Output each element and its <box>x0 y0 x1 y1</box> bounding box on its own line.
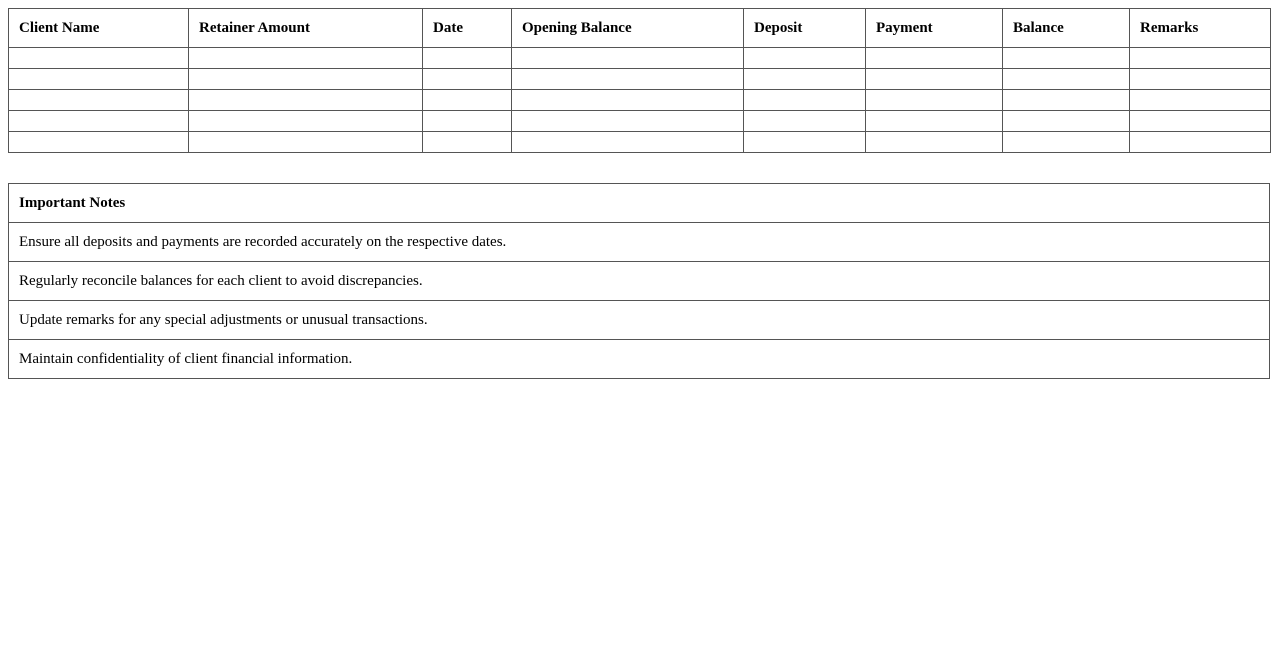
table-cell <box>1130 69 1271 90</box>
column-header-date: Date <box>423 9 512 48</box>
notes-item-row <box>9 223 1270 262</box>
table-cell <box>423 48 512 69</box>
table-cell <box>866 132 1003 153</box>
notes-item-row <box>9 301 1270 340</box>
table-cell <box>512 90 744 111</box>
table-cell <box>189 90 423 111</box>
table-cell <box>189 69 423 90</box>
table-cell <box>1003 132 1130 153</box>
table-cell <box>423 111 512 132</box>
table-cell <box>866 48 1003 69</box>
table-cell <box>9 132 189 153</box>
table-cell <box>189 111 423 132</box>
table-cell <box>1003 111 1130 132</box>
notes-item: Ensure all deposits and payments are recorded accurately on the respective dates. <box>9 223 1270 262</box>
table-cell <box>744 48 866 69</box>
notes-item: Update remarks for any special adjustments or unusual transactions. <box>9 301 1270 340</box>
table-cell <box>512 111 744 132</box>
table-cell <box>1003 48 1130 69</box>
table-cell <box>866 90 1003 111</box>
table-cell <box>423 132 512 153</box>
retainer-ledger-table <box>8 8 1271 153</box>
table-cell <box>744 132 866 153</box>
important-notes-table <box>8 183 1270 379</box>
notes-title-row <box>9 184 1270 223</box>
document-body <box>8 8 1270 379</box>
table-cell <box>1130 48 1271 69</box>
table-cell <box>9 69 189 90</box>
table-cell <box>1003 90 1130 111</box>
table-row <box>9 69 1271 90</box>
table-cell <box>744 69 866 90</box>
column-header-balance: Balance <box>1003 9 1130 48</box>
table-cell <box>1130 90 1271 111</box>
table-cell <box>423 90 512 111</box>
table-cell <box>512 48 744 69</box>
table-header-row <box>9 9 1271 48</box>
column-header-deposit: Deposit <box>744 9 866 48</box>
table-cell <box>1003 69 1130 90</box>
table-cell <box>189 132 423 153</box>
notes-item: Regularly reconcile balances for each client to avoid discrepancies. <box>9 262 1270 301</box>
table-cell <box>1130 132 1271 153</box>
table-row <box>9 132 1271 153</box>
table-row <box>9 90 1271 111</box>
column-header-payment: Payment <box>866 9 1003 48</box>
table-cell <box>866 69 1003 90</box>
table-cell <box>9 48 189 69</box>
table-cell <box>744 90 866 111</box>
table-cell <box>423 69 512 90</box>
column-header-retainer-amount: Retainer Amount <box>189 9 423 48</box>
table-cell <box>1130 111 1271 132</box>
notes-item: Maintain confidentiality of client financial information. <box>9 340 1270 379</box>
table-cell <box>9 111 189 132</box>
column-header-client-name: Client Name <box>9 9 189 48</box>
column-header-remarks: Remarks <box>1130 9 1271 48</box>
notes-item-row <box>9 262 1270 301</box>
column-header-opening-balance: Opening Balance <box>512 9 744 48</box>
table-row <box>9 111 1271 132</box>
table-row <box>9 48 1271 69</box>
table-cell <box>512 69 744 90</box>
table-cell <box>189 48 423 69</box>
table-cell <box>512 132 744 153</box>
table-cell <box>9 90 189 111</box>
table-cell <box>866 111 1003 132</box>
table-cell <box>744 111 866 132</box>
notes-item-row <box>9 340 1270 379</box>
notes-title: Important Notes <box>9 184 1270 223</box>
